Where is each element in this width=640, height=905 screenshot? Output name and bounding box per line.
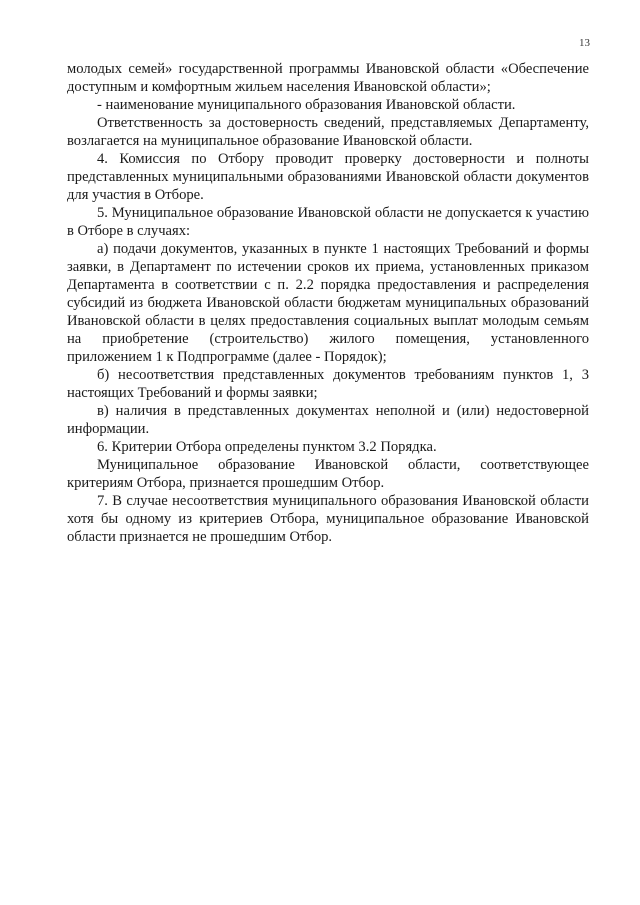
paragraph-item-4: 4. Комиссия по Отбору проводит проверку достоверности и полноты представленных муниципальными образованиями Ивановской области документов для участия в Отборе.: [67, 151, 589, 203]
page-number: 13: [579, 37, 590, 49]
paragraph-item-5: 5. Муниципальное образование Ивановской области не допускается к участию в Отборе в случаях:: [67, 205, 589, 239]
paragraph-subitem-a: а) подачи документов, указанных в пункте 1 настоящих Требований и формы заявки, в Департамент по истечении сроков их приема, установленных приказом Департамента в соответствии с п. 2.2 порядка предоставления и распределения субсидий из бюджета Ивановской области бюджетам муниципальных образований Ивановской области в целях предоставления социальных выплат молодым семьям на приобретение (строительство) жилого помещения, установленного приложением 1 к Подпрограмме (далее - Порядок);: [67, 241, 589, 365]
paragraph-item-6: 6. Критерии Отбора определены пунктом 3.2 Порядка.: [97, 439, 437, 455]
document-body: [67, 60, 589, 546]
paragraph-subitem-b: б) несоответствия представленных документов требованиям пунктов 1, 3 настоящих Требований и формы заявки;: [67, 367, 589, 401]
paragraph-subitem-v: в) наличия в представленных документах неполной и (или) недостоверной информации.: [67, 403, 589, 437]
paragraph-municipality-name: - наименование муниципального образования Ивановской области.: [97, 97, 516, 113]
paragraph-criteria-met: Муниципальное образование Ивановской области, соответствующее критериям Отбора, признается прошедшим Отбор.: [67, 457, 589, 491]
paragraph-item-7: 7. В случае несоответствия муниципального образования Ивановской области хотя бы одному из критериев Отбора, муниципальное образование Ивановской области признается не прошедшим Отбор.: [67, 493, 589, 545]
paragraph-continuation: молодых семей» государственной программы Ивановской области «Обеспечение доступным и комфортным жильем населения Ивановской области»;: [67, 61, 589, 95]
paragraph-responsibility: Ответственность за достоверность сведений, представляемых Департаменту, возлагается на муниципальное образование Ивановской области.: [67, 115, 589, 149]
